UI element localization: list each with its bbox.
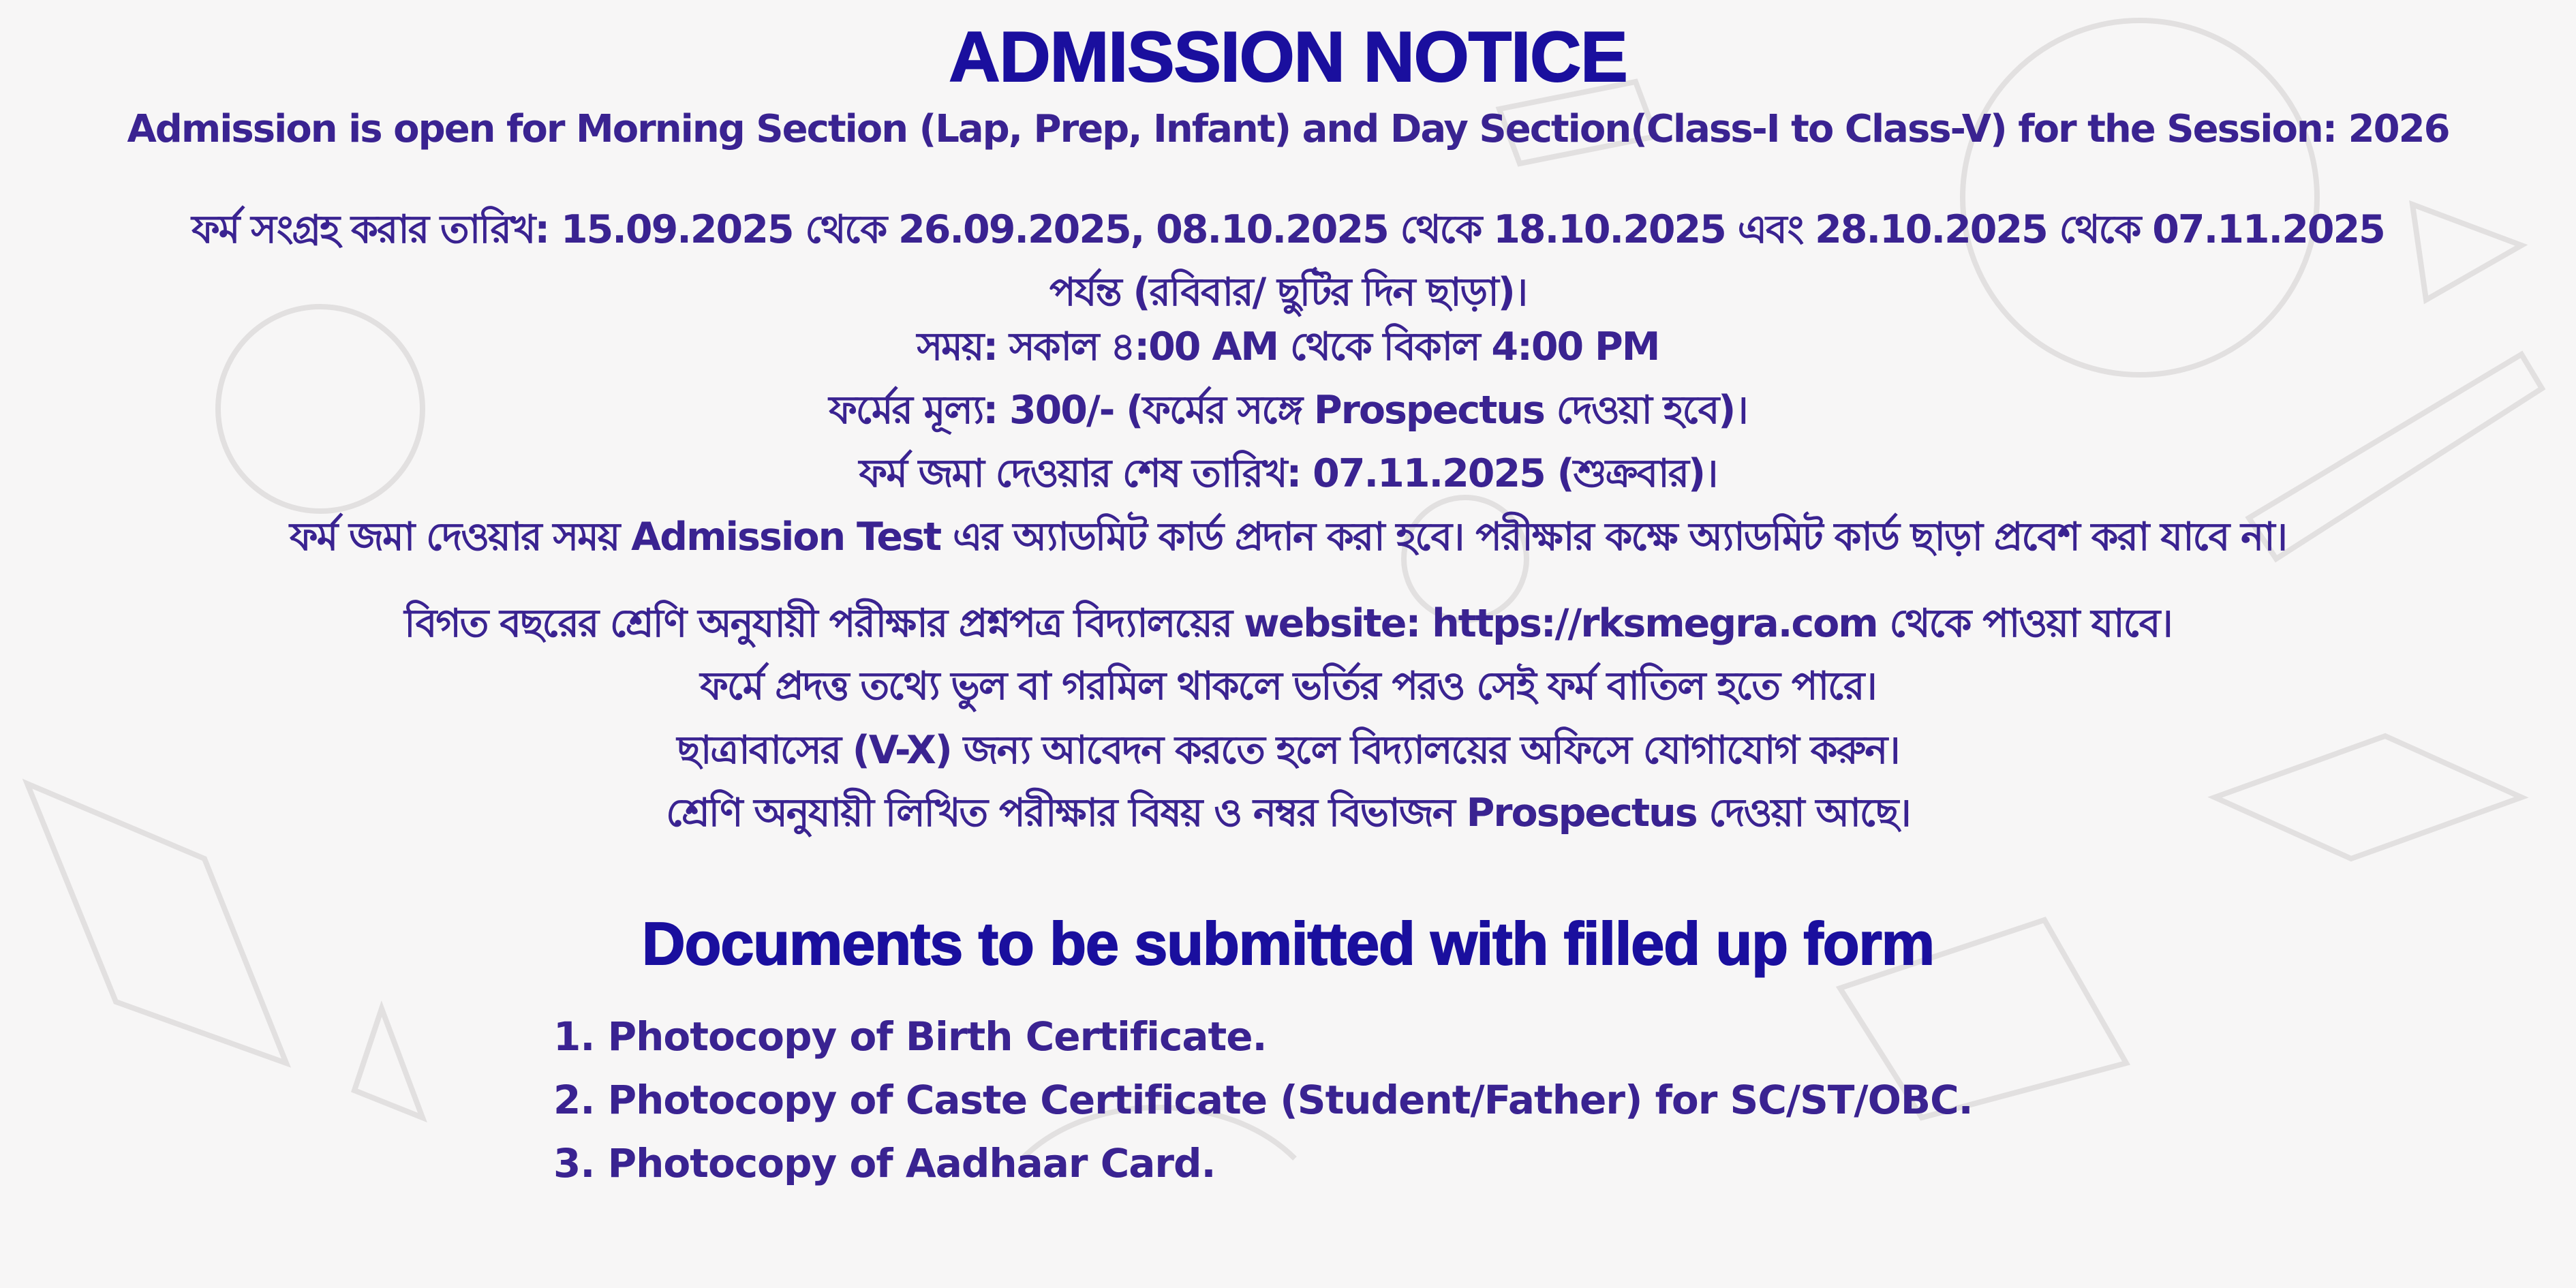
documents-list — [553, 1005, 1973, 1195]
form-collection-dates-cont: পর্যন্ত (রবিবার/ ছুটির দিন ছাড়া)। — [1049, 270, 1527, 315]
previous-papers-line: বিগত বছরের শ্রেণি অনুযায়ী পরীক্ষার প্রশ্নপত্র বিদ্যালয়ের website: https://rksmegra.com থেকে পাওয়া যাবে। — [404, 601, 2172, 646]
timing-line: সময়: সকাল ৪:00 AM থেকে বিকাল 4:00 PM — [917, 324, 1659, 369]
form-collection-dates: ফর্ম সংগ্রহ করার তারিখ: 15.09.2025 থেকে 26.09.2025, 08.10.2025 থেকে 18.10.2025 এবং 28.10.2025 থেকে 07.11.2025 — [191, 207, 2385, 252]
submission-deadline-line: ফর্ম জমা দেওয়ার শেষ তারিখ: 07.11.2025 (শুক্রবার)। — [859, 451, 1717, 496]
notice-title: ADMISSION NOTICE — [949, 18, 1627, 97]
document-item: 1. Photocopy of Birth Certificate. — [553, 1013, 1267, 1060]
admit-card-line: ফর্ম জমা দেওয়ার সময় Admission Test এর অ্যাডমিট কার্ড প্রদান করা হবে। পরীক্ষার কক্ষে অ্যাডমিট কার্ড ছাড়া প্রবেশ করা যাবে না। — [289, 515, 2287, 559]
form-price-line: ফর্মের মূল্য: 300/- (ফর্মের সঙ্গে Prospectus দেওয়া হবে)। — [829, 388, 1747, 433]
exam-subjects-line: শ্রেণি অনুযায়ী লিখিত পরীক্ষার বিষয় ও নম্বর বিভাজন Prospectus দেওয়া আছে। — [666, 791, 1910, 835]
document-item: 3. Photocopy of Aadhaar Card. — [553, 1140, 1216, 1186]
notice-subtitle: Admission is open for Morning Section (Lap, Prep, Infant) and Day Section(Class-I to Class-V) for the Session: 2026 — [127, 107, 2449, 151]
hostel-line: ছাত্রাবাসের (V-X) জন্য আবেদন করতে হলে বিদ্যালয়ের অফিসে যোগাযোগ করুন। — [677, 728, 1899, 773]
form-cancellation-line: ফর্মে প্রদত্ত তথ্যে ভুল বা গরমিল থাকলে ভর্তির পরও সেই ফর্ম বাতিল হতে পারে। — [700, 664, 1876, 709]
document-item: 2. Photocopy of Caste Certificate (Student/Father) for SC/ST/OBC. — [553, 1077, 1973, 1123]
documents-heading: Documents to be submitted with filled up form — [642, 910, 1934, 977]
